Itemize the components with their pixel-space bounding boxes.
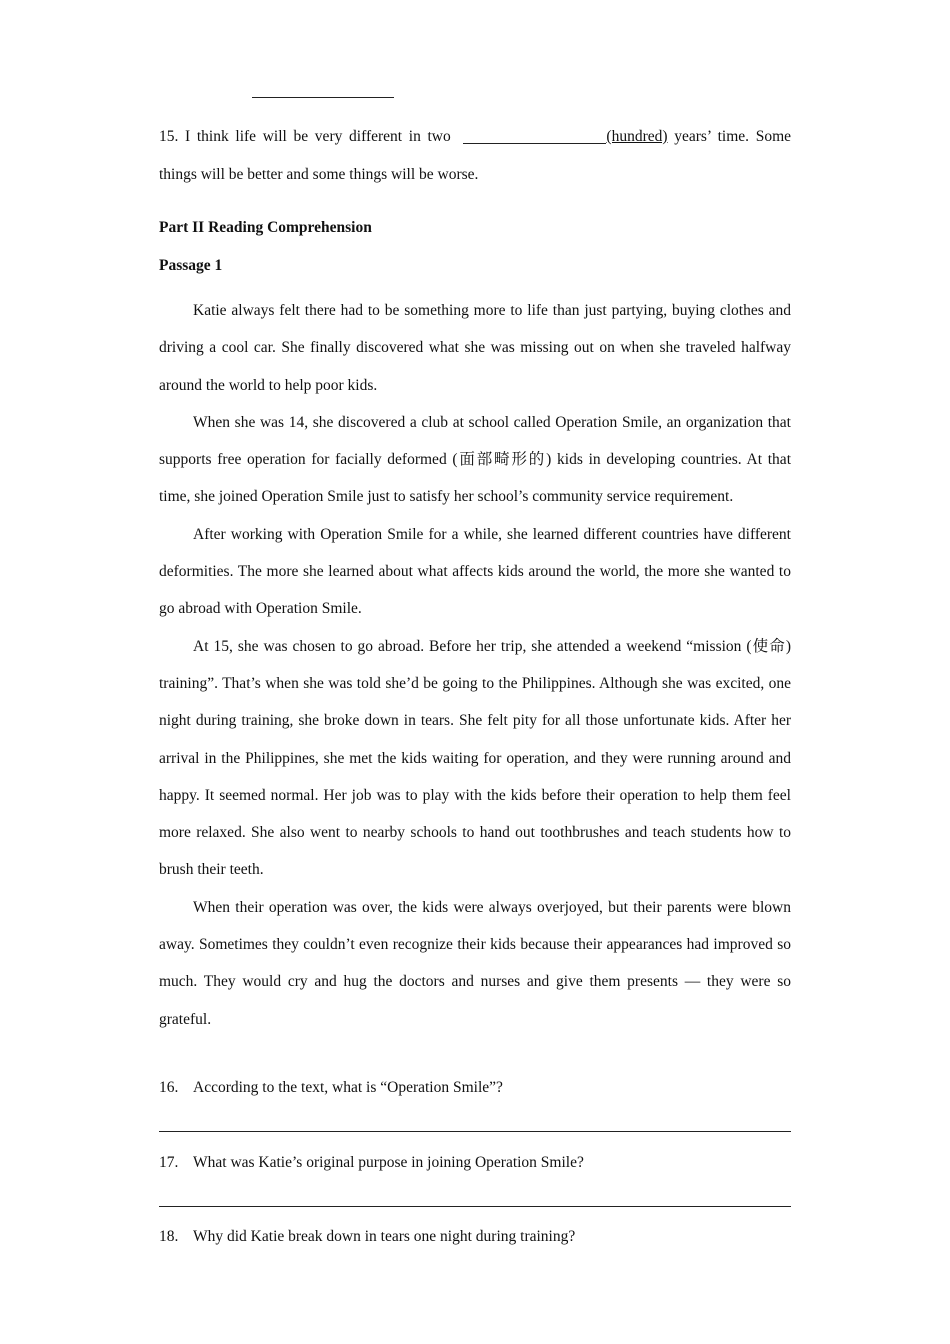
part-heading: Part II Reading Comprehension [159,219,372,236]
word-hint: (hundred) [606,128,668,145]
paragraph: After working with Operation Smile for a while, she learned different countries have different deformities. The more she learned about what affects kids around the world, the more she wanted to go abroad with Operation Smile. [159,525,791,618]
question-text: Why did Katie break down in tears one night during training? [193,1228,576,1245]
question-16 [159,1078,503,1098]
question-number: 15. [159,128,179,145]
fill-in-blank[interactable] [463,128,606,144]
question-text: According to the text, what is “Operation Smile”? [193,1079,503,1096]
paragraph: Katie always felt there had to be something more to life than just partying, buying clothes and driving a cool car. She finally discovered what she was missing out on when she traveled halfway around the world to help poor kids. [159,302,791,394]
answer-line[interactable] [159,1206,791,1207]
question-text: What was Katie’s original purpose in joining Operation Smile? [193,1154,584,1171]
paragraph: When she was 14, she discovered a club at school called Operation Smile, an organization that supports free operation for facially deformed (面部畸形的) kids in developing countries. At that time, she joined Operation Smile just to satisfy her school’s community service requirement. [159,413,791,506]
question-text-continued: years’ time. Some things will be better and some things will be worse. [159,128,791,183]
passage-body [159,292,791,1038]
question-number: 17. [159,1154,179,1171]
question-number: 18. [159,1228,179,1245]
passage-heading: Passage 1 [159,257,223,274]
answer-line[interactable] [159,1131,791,1132]
paragraph: At 15, she was chosen to go abroad. Before her trip, she attended a weekend “mission (使命) training”. That’s when she was told she’d be going to the Philippines. Although she was excited, one night during training, she broke down in tears. She felt pity for all those unfortunate kids. After her arrival in the Philippines, she met the kids waiting for operation, and they were running around and happy. It seemed normal. Her job was to play with the kids before their operation to help them feel more relaxed. She also went to nearby schools to hand out toothbrushes and teach students how to brush their teeth. [159,637,791,879]
question-18 [159,1227,575,1247]
question-15 [159,118,791,193]
answer-blank-line [252,97,394,98]
question-17 [159,1153,584,1173]
question-text: I think life will be very different in two [185,128,451,145]
question-number: 16. [159,1079,179,1096]
paragraph: When their operation was over, the kids were always overjoyed, but their parents were blown away. Sometimes they couldn’t even recognize their kids because their appearances had improved so much. They would cry and hug the doctors and nurses and give them presents — they were so grateful. [159,898,791,1028]
